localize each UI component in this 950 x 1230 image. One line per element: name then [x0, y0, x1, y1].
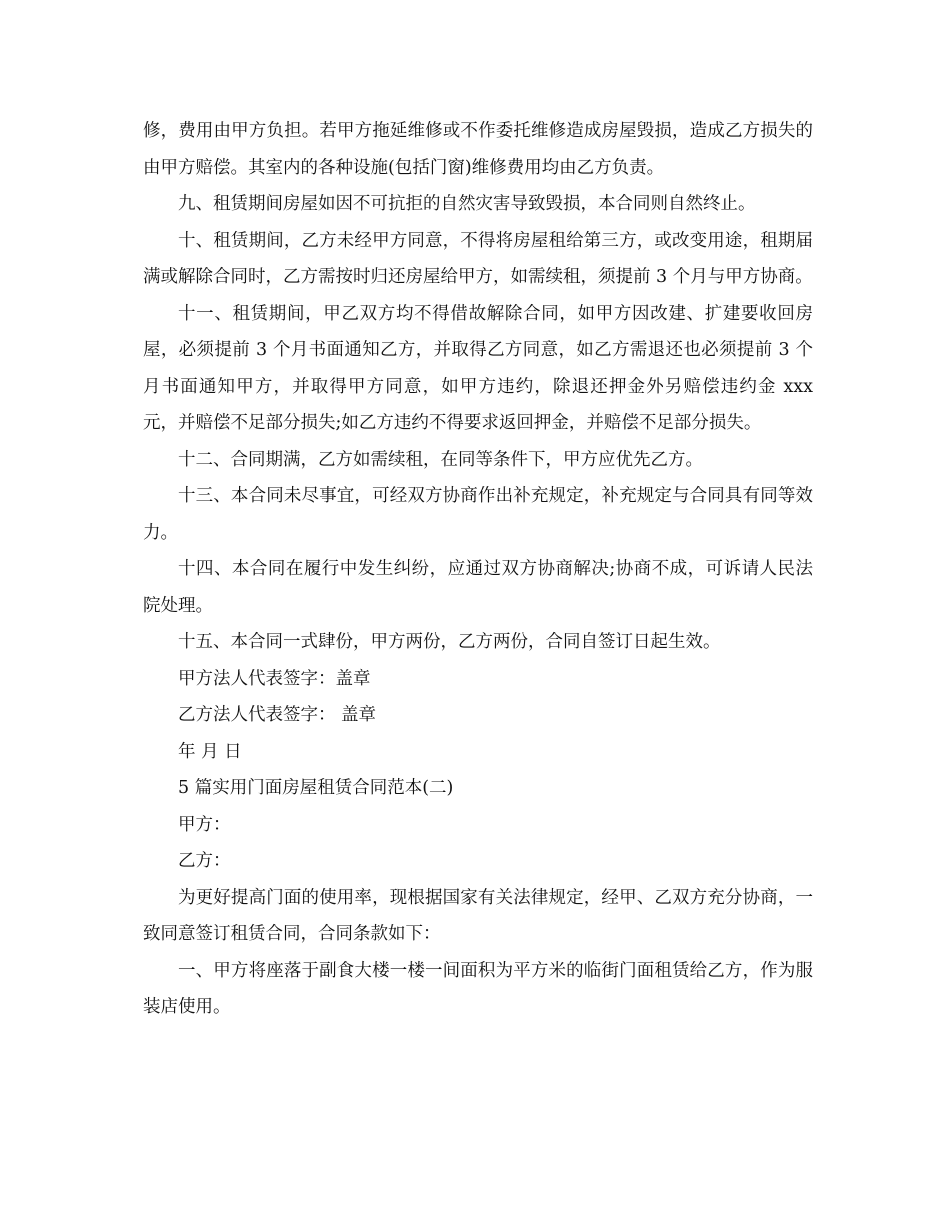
paragraph-clause-9: 九、租赁期间房屋如因不可抗拒的自然灾害导致毁损，本合同则自然终止。 [178, 194, 756, 214]
document-body [143, 113, 813, 1026]
paragraph-clause-11: 十一、租赁期间，甲乙双方均不得借故解除合同，如甲方因改建、扩建要收回房屋，必须提前 3 个月书面通知乙方，并取得乙方同意，如乙方需退还也必须提前 3 个月书面通知甲方，并取得甲方同意，如甲方违约，除退还押金外另赔偿违约金 xxx 元，并赔偿不足部分损失;如乙方违约不得要求返回押金，并赔偿不足部分损失。 [143, 303, 813, 433]
paragraph-intro: 为更好提高门面的使用率，现根据国家有关法律规定，经甲、乙双方充分协商，一致同意签订租赁合同，合同条款如下： [143, 887, 813, 944]
party-b-label: 乙方： [178, 851, 231, 871]
paragraph-clause-12: 十二、合同期满，乙方如需续租，在同等条件下，甲方应优先乙方。 [178, 449, 703, 470]
paragraph-clause-10: 十、租赁期间，乙方未经甲方同意，不得将房屋租给第三方，或改变用途，租期届满或解除合同时，乙方需按时归还房屋给甲方，如需续租，须提前 3 个月与甲方协商。 [143, 230, 813, 287]
party-a-label: 甲方： [178, 814, 231, 835]
paragraph-clause-15: 十五、本合同一式肆份，甲方两份，乙方两份，合同自签订日起生效。 [178, 632, 721, 652]
signature-line-party-a: 甲方法人代表签字：盖章 [178, 668, 371, 689]
signature-line-party-b: 乙方法人代表签字： 盖章 [178, 705, 377, 725]
paragraph-clause-1: 一、甲方将座落于副食大楼一楼一间面积为平方米的临街门面租赁给乙方，作为服装店使用。 [143, 960, 813, 1017]
paragraph-continuation: 修，费用由甲方负担。若甲方拖延维修或不作委托维修造成房屋毁损，造成乙方损失的由甲方赔偿。其室内的各种设施(包括门窗)维修费用均由乙方负责。 [143, 121, 813, 178]
section-title: 5 篇实用门面房屋租赁合同范本(二) [178, 778, 454, 798]
paragraph-clause-13: 十三、本合同未尽事宜，可经双方协商作出补充规定，补充规定与合同具有同等效力。 [143, 486, 813, 543]
date-line: 年 月 日 [178, 741, 242, 762]
paragraph-clause-14: 十四、本合同在履行中发生纠纷，应通过双方协商解决;协商不成，可诉请人民法院处理。 [143, 559, 813, 616]
